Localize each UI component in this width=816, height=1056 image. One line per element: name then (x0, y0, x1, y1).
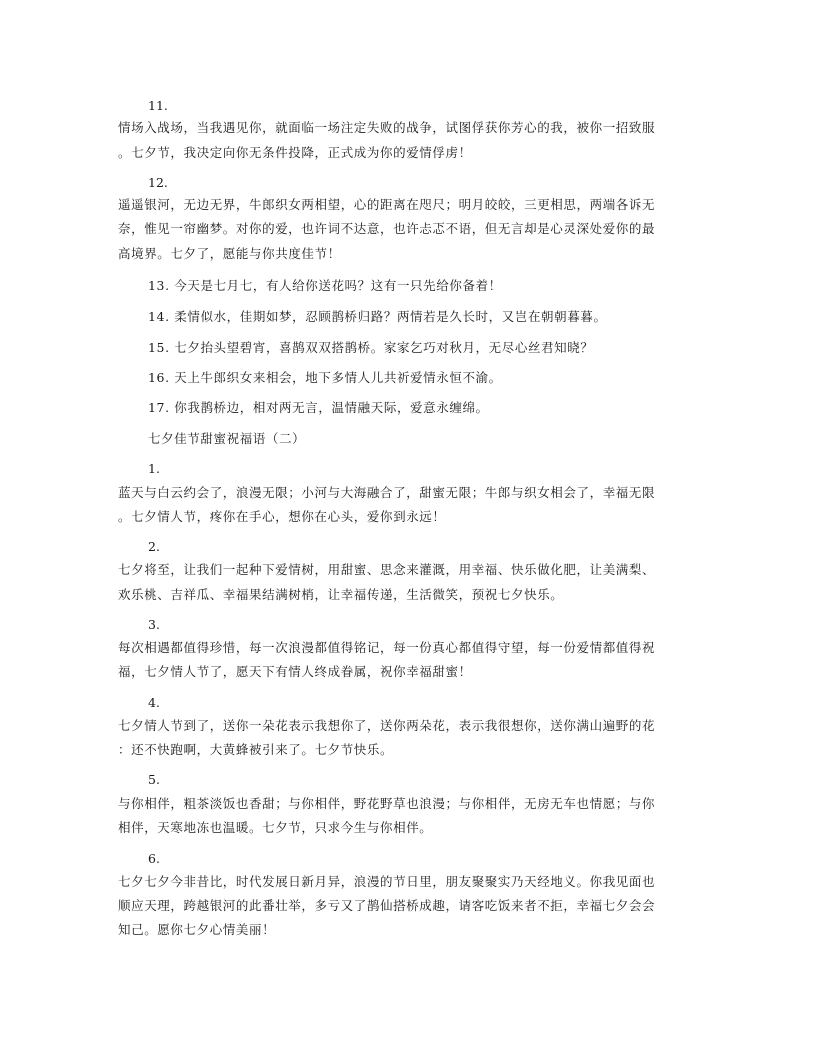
paragraph-line: 顺应天理，跨越银河的此番壮举，多亏又了鹊仙搭桥成趣，请客吃饭来者不拒，幸福七夕会会 (118, 898, 656, 913)
paragraph-line: 福，七夕情人节了，愿天下有情人终成眷属，祝你幸福甜蜜！ (118, 664, 472, 679)
paragraph-line: 七夕情人节到了，送你一朵花表示我想你了，送你两朵花，表示我很想你，送你满山遍野的花 (118, 718, 656, 733)
paragraph-line: 遥遥银河，无边无界，牛郎织女两相望，心的距离在咫尺；明月皎皎，三更相思，两端各诉无 (118, 197, 656, 212)
item-number: 3. (148, 617, 160, 632)
paragraph-line: 欢乐桃、吉祥瓜、幸福果结满树梢，让幸福传递，生活微笑，预祝七夕快乐。 (118, 587, 564, 602)
item-number: 4. (148, 695, 160, 710)
paragraph-line: 每次相遇都值得珍惜，每一次浪漫都值得铭记，每一份真心都值得守望，每一份爱情都值得祝 (118, 640, 656, 655)
paragraph-line: ：还不快跑啊，大黄蜂被引来了。七夕节快乐。 (118, 742, 394, 757)
paragraph-line: 七夕七夕今非昔比，时代发展日新月异，浪漫的节日里，朋友聚聚实乃天经地义。你我见面也 (118, 874, 656, 889)
paragraph-line: 蓝天与白云约会了，浪漫无限；小河与大海融合了，甜蜜无限；牛郎与织女相会了，幸福无限 (118, 485, 656, 500)
section-heading: 七夕佳节甜蜜祝福语（二） (148, 431, 306, 446)
paragraph-line: 与你相伴，粗茶淡饭也香甜；与你相伴，野花野草也浪漫；与你相伴，无房无车也情愿；与你 (118, 796, 656, 811)
item-number: 6. (148, 851, 160, 866)
paragraph-line: 知己。愿你七夕心情美丽！ (118, 922, 276, 937)
item-number: 11. (148, 98, 168, 113)
paragraph-line: 情场入战场，当我遇见你，就面临一场注定失败的战争，试图俘获你芳心的我，被你一招致服 (118, 120, 656, 135)
list-item: 15. 七夕抬头望碧宵，喜鹊双双搭鹊桥。家家乞巧对秋月，无尽心丝君知晓？ (148, 340, 594, 355)
list-item: 13. 今天是七月七，有人给你送花吗？这有一只先给你备着！ (148, 278, 502, 293)
list-item: 14. 柔情似水，佳期如梦，忍顾鹊桥归路？两情若是久长时，又岂在朝朝暮暮。 (148, 309, 607, 324)
item-number: 12. (148, 175, 168, 190)
paragraph-line: 高境界。七夕了，愿能与你共度佳节！ (118, 246, 341, 261)
item-number: 1. (148, 461, 160, 476)
paragraph-line: 。七夕节，我决定向你无条件投降，正式成为你的爱情俘虏！ (118, 145, 472, 160)
item-number: 5. (148, 772, 160, 787)
item-number: 2. (148, 539, 160, 554)
paragraph-line: 七夕将至，让我们一起种下爱情树，用甜蜜、思念来灌溉，用幸福、快乐做化肥，让美满梨、 (118, 562, 656, 577)
list-item: 17. 你我鹊桥边，相对两无言，温情融天际，爱意永缠绵。 (148, 400, 489, 415)
paragraph-line: 相伴，天寒地冻也温暖。七夕节，只求今生与你相伴。 (118, 820, 433, 835)
paragraph-line: 奈，惟见一帘幽梦。对你的爱，也许词不达意，也许忐忑不语，但无言却是心灵深处爱你的最 (118, 221, 656, 236)
list-item: 16. 天上牛郎织女来相会，地下多情人儿共祈爱情永恒不渝。 (148, 370, 502, 385)
paragraph-line: 。七夕情人节，疼你在手心，想你在心头，爱你到永远！ (118, 509, 446, 524)
